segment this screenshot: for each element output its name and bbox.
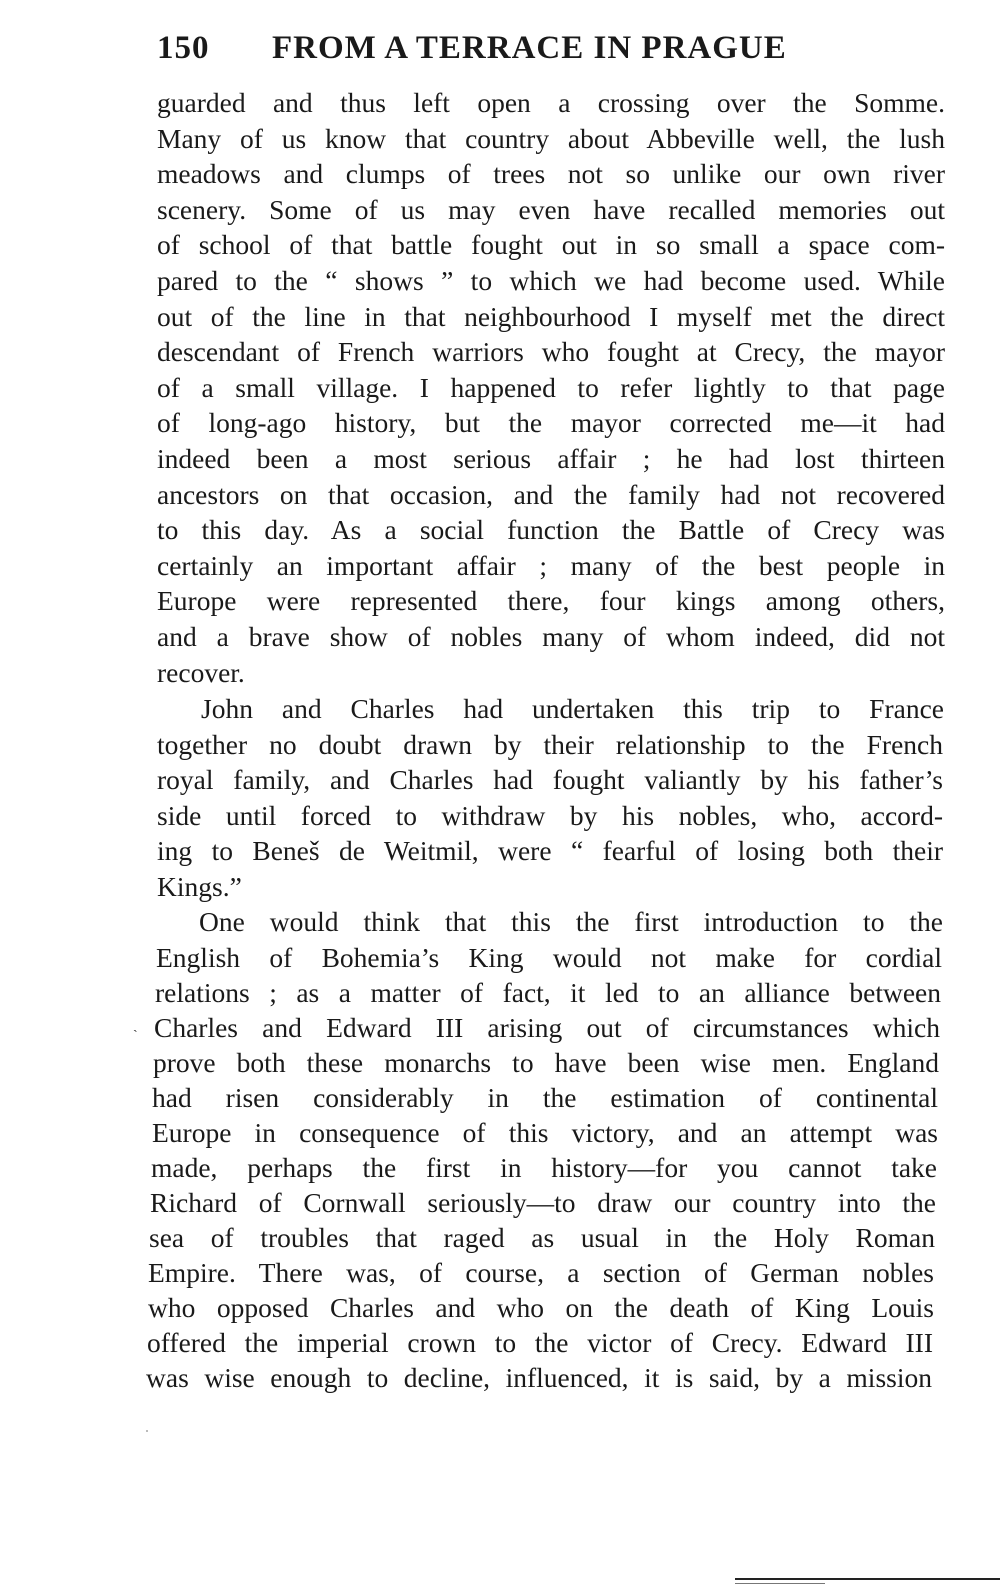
text-line: offered the imperial crown to the victor of Crecy. Edward III: [147, 1327, 933, 1358]
text-line: One would think that this the first introduction to the: [199, 906, 943, 937]
text-line: royal family, and Charles had fought valiantly by his father’s: [157, 764, 943, 795]
text-line: side until forced to withdraw by his nobles, who, accord-: [157, 800, 943, 831]
text-line: certainly an important affair ; many of the best people in: [157, 550, 945, 581]
text-line: of long-ago history, but the mayor corrected me—it had: [157, 407, 945, 438]
text-line: Many of us know that country about Abbeville well, the lush: [157, 123, 945, 154]
text-line: John and Charles had undertaken this trip to France: [201, 693, 944, 724]
text-line: together no doubt drawn by their relationship to the French: [157, 729, 943, 760]
text-line: Richard of Cornwall seriously—to draw our country into the: [150, 1187, 936, 1218]
text-line: made, perhaps the first in history—for you cannot take: [151, 1152, 937, 1183]
running-head: [157, 30, 947, 74]
text-line: Kings.”: [157, 871, 242, 902]
text-line: of school of that battle fought out in so small a space com-: [157, 229, 945, 260]
text-line: pared to the “ shows ” to which we had become used. While: [157, 265, 945, 296]
text-line: ancestors on that occasion, and the family had not recovered: [157, 479, 945, 510]
text-line: Charles and Edward III arising out of circumstances which: [154, 1012, 940, 1043]
text-line: and a brave show of nobles many of whom indeed, did not: [157, 621, 945, 652]
text-line: who opposed Charles and who on the death of King Louis: [148, 1292, 934, 1323]
text-line: scenery. Some of us may even have recalled memories out: [157, 194, 945, 225]
text-line: sea of troubles that raged as usual in the Holy Roman: [149, 1222, 935, 1253]
text-line: Empire. There was, of course, a section of German nobles: [148, 1257, 934, 1288]
text-line: Europe were represented there, four kings among others,: [157, 585, 945, 616]
running-title: FROM A TERRACE IN PRAGUE: [272, 30, 787, 66]
text-line: relations ; as a matter of fact, it led to an alliance between: [155, 977, 941, 1008]
text-line: guarded and thus left open a crossing over the Somme.: [157, 87, 945, 118]
text-line: was wise enough to decline, influenced, it is said, by a mission: [146, 1362, 932, 1393]
text-line: indeed been a most serious affair ; he had lost thirteen: [157, 443, 945, 474]
text-line: recover.: [157, 657, 245, 688]
text-line: prove both these monarchs to have been wise men. England: [153, 1047, 939, 1078]
text-line: English of Bohemia’s King would not make for cordial: [156, 942, 942, 973]
text-line: of a small village. I happened to refer lightly to that page: [157, 372, 945, 403]
text-line: descendant of French warriors who fought at Crecy, the mayor: [157, 336, 945, 367]
text-line: Europe in consequence of this victory, and an attempt was: [152, 1117, 938, 1148]
scan-speck: [146, 1430, 148, 1432]
scan-edge-line: [735, 1578, 1000, 1580]
text-line: meadows and clumps of trees not so unlike our own river: [157, 158, 945, 189]
margin-tick: ˎ: [133, 1018, 138, 1033]
text-line: ing to Beneš de Weitmil, were “ fearful of losing both their: [157, 835, 943, 866]
text-line: out of the line in that neighbourhood I myself met the direct: [157, 301, 945, 332]
text-line: to this day. As a social function the Battle of Crecy was: [157, 514, 945, 545]
page-number: 150: [157, 30, 210, 66]
scan-edge-line-faint: [735, 1583, 825, 1584]
text-line: had risen considerably in the estimation of continental: [152, 1082, 938, 1113]
